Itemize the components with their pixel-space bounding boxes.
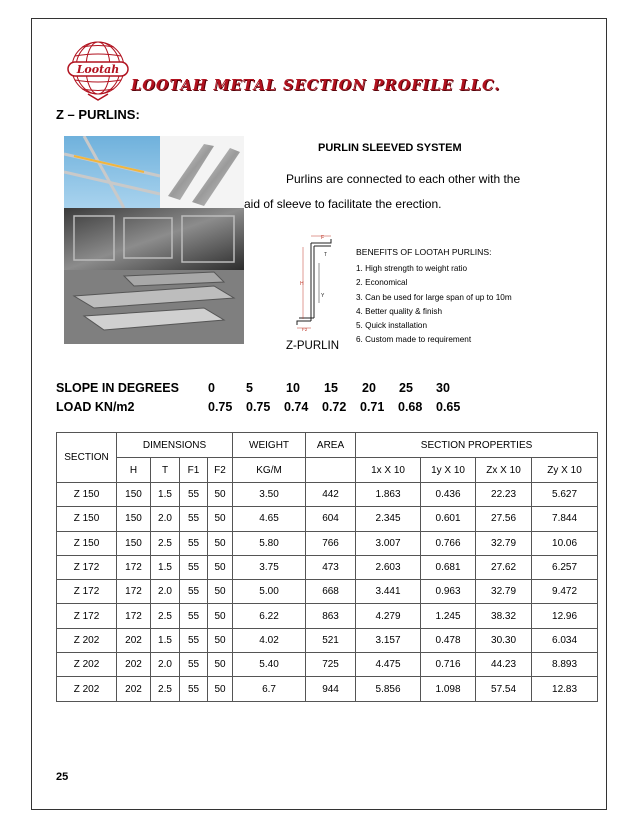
cell-ix: 3.007 <box>356 531 421 555</box>
slope-value: 5 <box>246 381 253 395</box>
cell-weight: 4.65 <box>233 507 306 531</box>
cell-section: Z 172 <box>57 555 117 579</box>
cell-f2: 50 <box>208 555 233 579</box>
cell-area: 944 <box>306 677 356 701</box>
benefit-item: 2. Economical <box>356 278 408 288</box>
cell-t: 2.0 <box>151 653 180 677</box>
cell-f1: 55 <box>180 531 208 555</box>
cell-ix: 2.603 <box>356 555 421 579</box>
cell-t: 2.0 <box>151 507 180 531</box>
cell-ix: 3.441 <box>356 580 421 604</box>
table-row <box>57 653 598 677</box>
cell-t: 2.5 <box>151 677 180 701</box>
cell-zx: 27.62 <box>476 555 532 579</box>
cell-f2: 50 <box>208 507 233 531</box>
cell-weight: 3.75 <box>233 555 306 579</box>
slope-label: SLOPE IN DEGREES <box>56 381 179 395</box>
cell-weight: 4.02 <box>233 628 306 652</box>
cell-ix: 4.475 <box>356 653 421 677</box>
cell-t: 1.5 <box>151 483 180 507</box>
cell-weight: 5.00 <box>233 580 306 604</box>
subheader-f2: F2 <box>208 458 233 483</box>
benefit-item: 6. Custom made to requirement <box>356 335 472 345</box>
cell-weight: 6.22 <box>233 604 306 628</box>
cell-section: Z 150 <box>57 531 117 555</box>
cell-h: 172 <box>117 555 151 579</box>
cell-f1: 55 <box>180 677 208 701</box>
cell-zy: 6.257 <box>532 555 598 579</box>
cell-zy: 6.034 <box>532 628 598 652</box>
table-row <box>57 677 598 701</box>
table-row <box>57 580 598 604</box>
cell-f1: 55 <box>180 653 208 677</box>
cell-zy: 12.83 <box>532 677 598 701</box>
cell-iy: 0.716 <box>421 653 476 677</box>
benefit-item: 5. Quick installation <box>356 321 427 331</box>
cell-f2: 50 <box>208 677 233 701</box>
cell-weight: 6.7 <box>233 677 306 701</box>
cell-iy: 0.601 <box>421 507 476 531</box>
subheader-f1: F1 <box>180 458 208 483</box>
cell-section: Z 172 <box>57 604 117 628</box>
cell-zy: 12.96 <box>532 604 598 628</box>
cell-zx: 22.23 <box>476 483 532 507</box>
diagram-label-f: F <box>321 235 325 241</box>
cell-zx: 32.79 <box>476 580 532 604</box>
load-value: 0.65 <box>436 400 461 414</box>
cell-iy: 0.766 <box>421 531 476 555</box>
cell-zy: 9.472 <box>532 580 598 604</box>
system-title: PURLIN SLEEVED SYSTEM <box>318 142 462 154</box>
cell-h: 202 <box>117 653 151 677</box>
cell-weight: 5.80 <box>233 531 306 555</box>
cell-t: 2.5 <box>151 604 180 628</box>
cell-section: Z 202 <box>57 653 117 677</box>
cell-iy: 1.245 <box>421 604 476 628</box>
table-row <box>57 507 598 531</box>
cell-f1: 55 <box>180 628 208 652</box>
header-section: SECTION <box>57 433 117 483</box>
description-line-2: aid of sleeve to facilitate the erection. <box>244 197 442 211</box>
cell-section: Z 150 <box>57 483 117 507</box>
section-title: Z – PURLINS: <box>56 107 140 122</box>
cell-zx: 32.79 <box>476 531 532 555</box>
cell-zy: 7.844 <box>532 507 598 531</box>
subheader-iy: 1y X 10 <box>421 458 476 483</box>
cell-area: 863 <box>306 604 356 628</box>
cell-f1: 55 <box>180 555 208 579</box>
load-value: 0.71 <box>360 400 385 414</box>
load-value: 0.74 <box>284 400 309 414</box>
load-value: 0.68 <box>398 400 423 414</box>
subheader-h: H <box>117 458 151 483</box>
cell-h: 172 <box>117 580 151 604</box>
header-weight: WEIGHT <box>233 433 306 458</box>
cell-h: 150 <box>117 531 151 555</box>
cell-iy: 1.098 <box>421 677 476 701</box>
slope-value: 25 <box>399 381 413 395</box>
company-name: LOOTAH METAL SECTION PROFILE LLC. <box>131 77 501 94</box>
diagram-label-f2: F2 <box>302 327 308 331</box>
slope-value: 15 <box>324 381 338 395</box>
purlin-photo-collage <box>64 136 244 344</box>
cell-t: 2.0 <box>151 580 180 604</box>
cell-iy: 0.681 <box>421 555 476 579</box>
cell-h: 172 <box>117 604 151 628</box>
cell-t: 1.5 <box>151 555 180 579</box>
cell-area: 604 <box>306 507 356 531</box>
z-purlin-label: Z-PURLIN <box>286 340 340 352</box>
subheader-kgm: KG/M <box>233 458 306 483</box>
cell-h: 202 <box>117 628 151 652</box>
subheader-area <box>306 458 356 483</box>
slope-value: 0 <box>208 381 215 395</box>
benefits-list <box>356 245 512 347</box>
cell-zx: 30.30 <box>476 628 532 652</box>
cell-area: 668 <box>306 580 356 604</box>
purlin-specs-table <box>56 432 598 702</box>
cell-iy: 0.478 <box>421 628 476 652</box>
cell-zx: 38.32 <box>476 604 532 628</box>
cell-zx: 44.23 <box>476 653 532 677</box>
benefit-item: 1. High strength to weight ratio <box>356 264 468 274</box>
diagram-label-y: Y <box>321 293 325 299</box>
cell-section: Z 150 <box>57 507 117 531</box>
load-label: LOAD KN/m2 <box>56 400 135 414</box>
cell-ix: 2.345 <box>356 507 421 531</box>
cell-t: 2.5 <box>151 531 180 555</box>
cell-ix: 4.279 <box>356 604 421 628</box>
slope-value: 10 <box>286 381 300 395</box>
z-purlin-diagram <box>293 233 343 331</box>
subheader-zx: Zx X 10 <box>476 458 532 483</box>
table-row <box>57 483 598 507</box>
cell-zx: 27.56 <box>476 507 532 531</box>
lootah-logo <box>64 38 132 102</box>
cell-f1: 55 <box>180 507 208 531</box>
subheader-t: T <box>151 458 180 483</box>
cell-iy: 0.436 <box>421 483 476 507</box>
cell-area: 766 <box>306 531 356 555</box>
cell-ix: 3.157 <box>356 628 421 652</box>
cell-area: 473 <box>306 555 356 579</box>
cell-zx: 57.54 <box>476 677 532 701</box>
cell-zy: 10.06 <box>532 531 598 555</box>
table-row <box>57 628 598 652</box>
description-line-1: Purlins are connected to each other with the <box>286 172 521 186</box>
header-dimensions: DIMENSIONS <box>117 433 233 458</box>
cell-f2: 50 <box>208 604 233 628</box>
header-section-properties: SECTION PROPERTIES <box>356 433 598 458</box>
cell-f1: 55 <box>180 604 208 628</box>
table-row <box>57 604 598 628</box>
slope-value: 20 <box>362 381 376 395</box>
table-row <box>57 555 598 579</box>
cell-t: 1.5 <box>151 628 180 652</box>
cell-section: Z 172 <box>57 580 117 604</box>
subheader-ix: 1x X 10 <box>356 458 421 483</box>
cell-zy: 5.627 <box>532 483 598 507</box>
cell-f1: 55 <box>180 483 208 507</box>
cell-f2: 50 <box>208 531 233 555</box>
cell-f2: 50 <box>208 483 233 507</box>
cell-area: 442 <box>306 483 356 507</box>
load-value: 0.75 <box>208 400 233 414</box>
cell-f2: 50 <box>208 653 233 677</box>
benefits-title: BENEFITS OF LOOTAH PURLINS: <box>356 247 492 257</box>
cell-section: Z 202 <box>57 628 117 652</box>
page-number: 25 <box>56 771 69 783</box>
cell-area: 725 <box>306 653 356 677</box>
load-value: 0.75 <box>246 400 271 414</box>
diagram-label-t: T <box>324 252 328 258</box>
cell-ix: 5.856 <box>356 677 421 701</box>
header-area: AREA <box>306 433 356 458</box>
cell-f2: 50 <box>208 580 233 604</box>
cell-ix: 1.863 <box>356 483 421 507</box>
cell-weight: 3.50 <box>233 483 306 507</box>
diagram-label-h: H <box>300 281 304 287</box>
cell-h: 202 <box>117 677 151 701</box>
subheader-zy: Zy X 10 <box>532 458 598 483</box>
spec-rows <box>57 483 598 702</box>
cell-h: 150 <box>117 507 151 531</box>
cell-weight: 5.40 <box>233 653 306 677</box>
cell-area: 521 <box>306 628 356 652</box>
cell-h: 150 <box>117 483 151 507</box>
benefit-item: 4. Better quality & finish <box>356 306 443 316</box>
cell-f2: 50 <box>208 628 233 652</box>
slope-value: 30 <box>436 381 450 395</box>
benefit-item: 3. Can be used for large span of up to 10m <box>356 292 512 302</box>
cell-f1: 55 <box>180 580 208 604</box>
cell-iy: 0.963 <box>421 580 476 604</box>
table-row <box>57 531 598 555</box>
load-value: 0.72 <box>322 400 347 414</box>
logo-text: Lootah <box>76 63 120 76</box>
cell-zy: 8.893 <box>532 653 598 677</box>
cell-section: Z 202 <box>57 677 117 701</box>
